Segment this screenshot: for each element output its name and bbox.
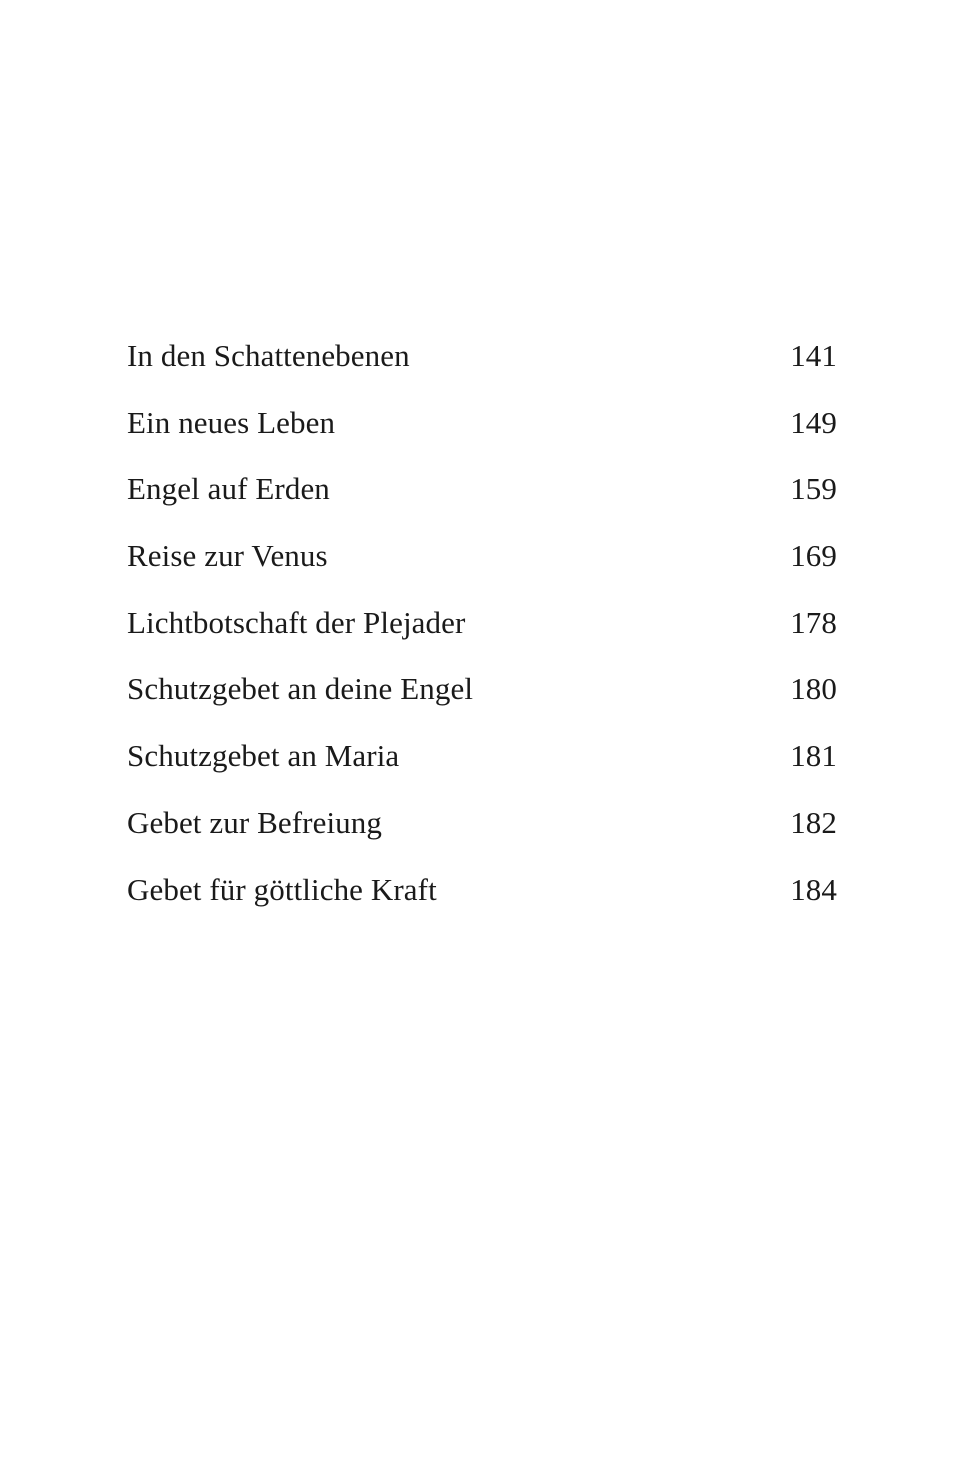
toc-entry	[127, 331, 837, 398]
toc-entry-title: Schutzgebet an deine Engel	[127, 671, 474, 707]
toc-entry-page-number: 149	[790, 404, 837, 440]
toc-entry-page-number: 141	[790, 338, 837, 373]
toc-entry-title: In den Schattenebenen	[127, 338, 410, 373]
toc-entry	[127, 531, 837, 598]
toc-entry-title: Gebet zur Befreiung	[127, 804, 382, 840]
toc-entry-title: Lichtbotschaft der Plejader	[127, 604, 466, 640]
toc-entry	[127, 464, 837, 531]
toc-entry	[127, 598, 837, 665]
toc-entry	[127, 731, 837, 798]
toc-entry-page-number: 159	[790, 471, 837, 507]
toc-entry-title: Engel auf Erden	[127, 471, 330, 507]
toc-entry-title: Schutzgebet an Maria	[127, 738, 400, 774]
toc-entry-page-number: 178	[790, 604, 837, 640]
toc-entry-page-number: 181	[790, 738, 837, 774]
toc-entry	[127, 398, 837, 465]
toc-entry	[127, 865, 837, 932]
toc-entry-title: Reise zur Venus	[127, 538, 328, 574]
table-of-contents	[127, 331, 837, 931]
toc-entry-title: Gebet für göttliche Kraft	[127, 871, 437, 907]
toc-entry-page-number: 180	[790, 671, 837, 707]
toc-entry-title: Ein neues Leben	[127, 404, 336, 440]
toc-entry	[127, 664, 837, 731]
toc-entry-page-number: 182	[790, 804, 837, 840]
toc-entry-page-number: 184	[790, 871, 837, 907]
toc-entry-page-number: 169	[790, 538, 837, 574]
toc-entry	[127, 798, 837, 865]
